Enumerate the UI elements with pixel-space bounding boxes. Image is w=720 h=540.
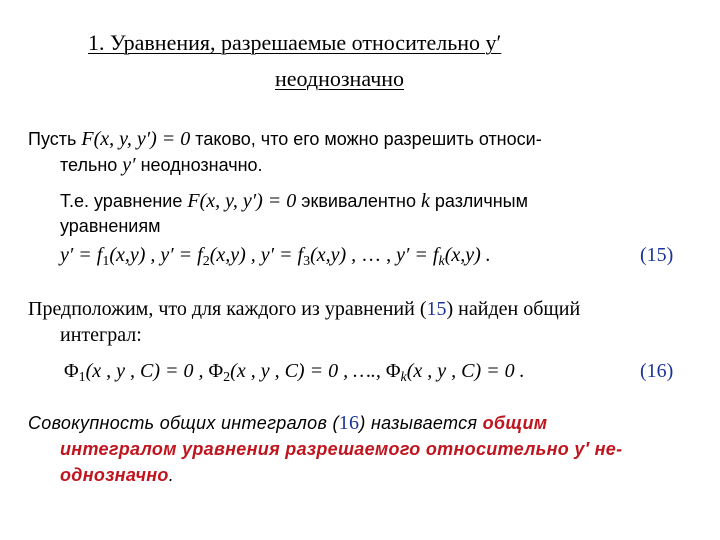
defined-term: однозначно (60, 465, 169, 485)
equation-number-16 (640, 360, 673, 383)
eq-subscript: 3 (303, 254, 311, 270)
eq-phi: Φ (64, 360, 79, 382)
text: Предположим, что для каждого из уравнений ( (28, 298, 427, 320)
paragraph-1-line-1 (28, 128, 542, 151)
text: тельно (60, 155, 123, 175)
text: ) называется (359, 413, 483, 433)
text: неоднозначно. (135, 155, 263, 175)
text: различным (429, 191, 528, 211)
eq-number: (15) (640, 244, 674, 266)
title-line-1: 1. Уравнения, разрешаемые относительно y′ (88, 30, 502, 55)
equation-15 (60, 244, 491, 270)
eq-phi: Φ (208, 360, 224, 382)
eq-ellipsis: … , (361, 244, 397, 266)
text: . (168, 465, 175, 485)
eq-subscript: 2 (202, 254, 210, 270)
eq-term: y′ = f (160, 244, 203, 266)
eq-subscript: 1 (78, 370, 86, 386)
page-title-line-2 (275, 66, 404, 92)
formula-F: F(x, y, y′) = 0 (81, 128, 191, 150)
eq-number: (16) (640, 360, 674, 382)
eq-subscript: k (438, 254, 445, 270)
eq-term: y′ = f (260, 244, 304, 266)
formula-y-prime: y′ (122, 154, 136, 176)
text: интеграл: (60, 324, 142, 346)
eq-args: (x , y , C) = 0 , …., (230, 360, 386, 382)
paragraph-1-line-2 (60, 154, 263, 177)
definition-line-2 (60, 439, 622, 460)
formula-k: k (421, 190, 430, 212)
equation-number-15 (640, 244, 673, 267)
paragraph-2-line-2 (60, 324, 142, 347)
text: уравнениям (60, 216, 161, 236)
eq-args: (x,y) , (109, 244, 161, 266)
defined-term: общим (482, 413, 548, 433)
eq-term: y′ = f (60, 244, 103, 266)
eq-subscript: 2 (223, 370, 231, 386)
eq-term: y′ = f (396, 244, 439, 266)
eq-args: (x , y , C) = 0 , (85, 360, 209, 382)
eq-args: (x,y) , (310, 244, 362, 266)
eq-phi: Φ (385, 360, 401, 382)
eq-args: (x,y) . (444, 244, 491, 266)
text: таково, что его можно разрешить относи- (190, 129, 542, 149)
text: Пусть (28, 129, 82, 149)
paragraph-2-line-1 (28, 298, 580, 321)
eq-subscript: k (400, 370, 407, 386)
eq-args: (x , y , C) = 0 . (406, 360, 525, 382)
equation-reference: 16 (338, 412, 360, 434)
equation-16 (64, 360, 525, 386)
paragraph-1-line-4 (60, 216, 160, 237)
paragraph-1-line-3 (60, 190, 528, 213)
definition-line-1 (28, 412, 547, 435)
equation-reference: 15 (426, 298, 447, 320)
text: Совокупность общих интегралов ( (28, 413, 339, 433)
page-title (88, 30, 501, 56)
definition-line-3 (60, 465, 174, 486)
defined-term: интегралом уравнения разрешаемого относительно y′ не- (60, 439, 623, 459)
eq-subscript: 1 (102, 254, 110, 270)
formula-F: F(x, y, y′) = 0 (187, 190, 297, 212)
text: ) найден общий (446, 298, 581, 320)
text: Т.е. уравнение (60, 191, 188, 211)
eq-args: (x,y) , (209, 244, 261, 266)
text: эквивалентно (296, 191, 421, 211)
title-line-2: неоднозначно (275, 66, 405, 91)
